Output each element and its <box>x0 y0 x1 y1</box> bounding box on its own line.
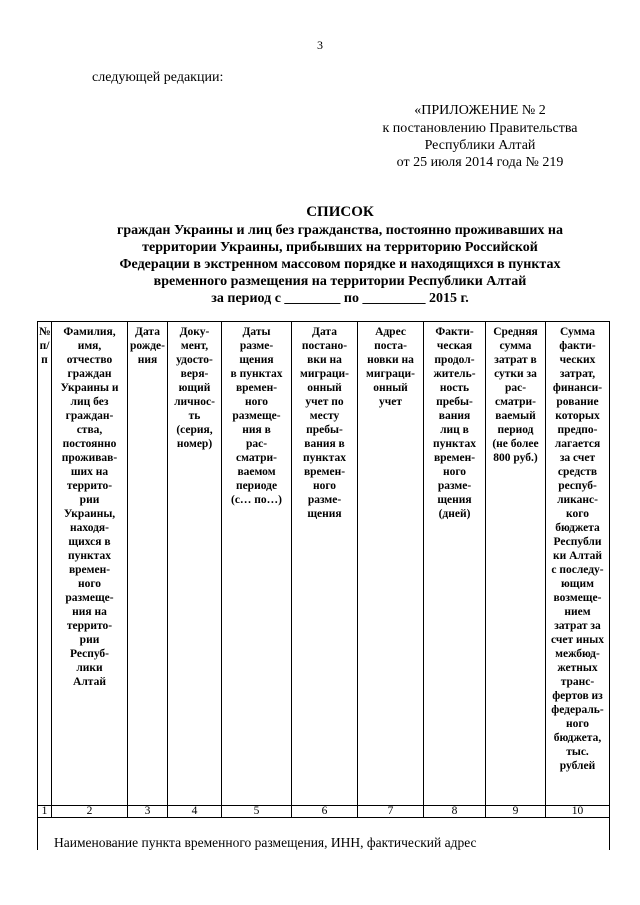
header-cell-registration-address: Адрес поста- новки на миграци- онный учет <box>358 322 424 806</box>
header-row <box>38 322 610 806</box>
section-row <box>38 818 610 851</box>
column-number: 7 <box>358 806 424 818</box>
column-number: 4 <box>168 806 222 818</box>
header-cell-stay-dates: Даты разме- щения в пунктах времен- ного размеще- ния в рас- сматри- ваемом периоде (с… по…) <box>222 322 292 806</box>
subtitle-line: временного размещения на территории Республики Алтай <box>153 274 527 289</box>
column-number: 3 <box>128 806 168 818</box>
section-row-label: Наименование пункта временного размещения, ИНН, фактический адрес <box>38 818 610 851</box>
header-cell-daily-cost: Средняя сумма затрат в сутки за рас- сматри- ваемый период (не более 800 руб.) <box>486 322 546 806</box>
appendix-heading: «ПРИЛОЖЕНИЕ № 2 <box>414 103 546 118</box>
subtitle-period-line: за период с ________ по _________ 2015 г. <box>211 291 469 306</box>
header-cell-stay-duration: Факти- ческая продол- житель- ность пребы- вания лиц в пунктах времен- ного разме- щения (дней) <box>424 322 486 806</box>
appendix-date: от 25 июля 2014 года № 219 <box>396 155 564 170</box>
subtitle-line: Федерации в экстренном массовом порядке и находящихся в пунктах <box>119 257 561 272</box>
intro-line: следующей редакции: <box>92 70 224 85</box>
header-cell-birthdate: Дата рожде- ния <box>128 322 168 806</box>
column-number: 1 <box>38 806 52 818</box>
column-number: 8 <box>424 806 486 818</box>
column-number: 5 <box>222 806 292 818</box>
subtitle-line: граждан Украины и лиц без гражданства, постоянно проживавших на <box>117 223 563 238</box>
column-number: 6 <box>292 806 358 818</box>
column-number-row <box>38 806 610 818</box>
header-cell-total-cost: Сумма факти- ческих затрат, финанси- рование которых предпо- лагается за счет средств респуб- ликанс- кого бюджета Республи ки Алтай с последу- ющим возмеще- нием затрат за счет иных межбюд- жетных транс- фертов из федераль- ного бюджета, тыс. рублей <box>546 322 610 806</box>
column-number: 9 <box>486 806 546 818</box>
column-number: 10 <box>546 806 610 818</box>
document-subtitle <box>60 222 620 307</box>
document-title: СПИСОК <box>306 204 374 220</box>
header-cell-name: Фамилия, имя, отчество граждан Украины и лиц без граждан- ства, постоянно проживав- ших на террито- рии Украины, находя- щихся в пунктах времен- ного размеще- ния на террито- рии Респуб- лики Алтай <box>52 322 128 806</box>
header-cell-document: Доку- мент, удосто- веря- ющий личнос- ть (серия, номер) <box>168 322 222 806</box>
register-table <box>37 321 610 850</box>
header-cell-registration-date: Дата постано- вки на миграци- онный учет по месту пребы- вания в пунктах времен- ного разме- щения <box>292 322 358 806</box>
page-number: 3 <box>317 38 323 52</box>
appendix-region: Республики Алтай <box>424 138 536 153</box>
header-cell-number: № п/ п <box>38 322 52 806</box>
subtitle-line: территории Украины, прибывших на территорию Российской <box>142 240 538 255</box>
appendix-reference: к постановлению Правительства <box>382 121 578 136</box>
column-number: 2 <box>52 806 128 818</box>
